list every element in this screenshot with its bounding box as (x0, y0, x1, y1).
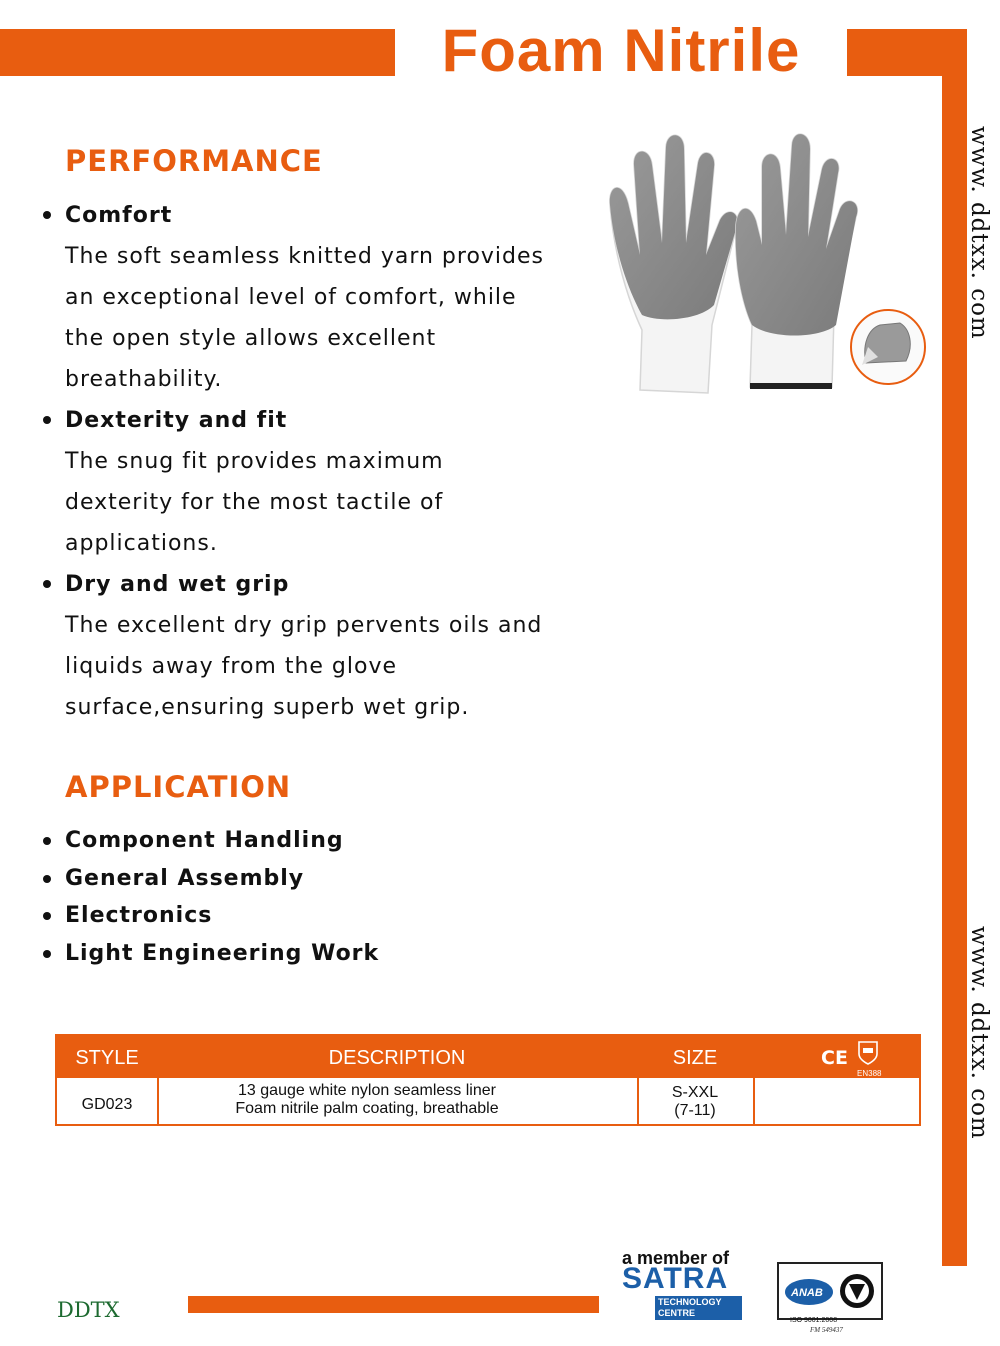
column-header-description: DESCRIPTION (328, 1047, 466, 1069)
application-item (40, 897, 379, 935)
satra-logo-text: SATRA (622, 1262, 729, 1295)
bullet-icon (43, 211, 51, 219)
performance-item-dexterity (40, 400, 560, 564)
satra-sub-line: CENTRE (658, 1308, 696, 1318)
satra-logo-subtext (658, 1297, 722, 1319)
cell-description (157, 1080, 577, 1126)
header-bar-right (847, 29, 967, 76)
performance-item-title: Dry and wet grip (65, 572, 290, 597)
column-header-certification (753, 1036, 919, 1078)
performance-item-line: liquids away from the glove (65, 654, 398, 679)
bullet-icon (43, 950, 51, 958)
glove-detail-inset-icon (851, 310, 925, 384)
bullet-icon (43, 912, 51, 920)
bullet-icon (43, 580, 51, 588)
satra-sub-line: TECHNOLOGY (658, 1297, 722, 1307)
application-item-label: Component Handling (65, 828, 344, 853)
performance-item-title: Comfort (65, 203, 173, 228)
performance-item-line: The snug fit provides maximum (65, 449, 444, 474)
cell-size-line: S-XXL (671, 1084, 719, 1101)
page-title: Foam Nitrile (441, 17, 801, 84)
application-list (40, 822, 379, 972)
bullet-icon (43, 416, 51, 424)
performance-item-line: The excellent dry grip pervents oils and (65, 613, 543, 638)
performance-item-title: Dexterity and fit (65, 408, 288, 433)
performance-list (40, 195, 560, 728)
column-header-style: STYLE (75, 1047, 139, 1069)
header-bar-left (0, 29, 395, 76)
certification-logo (777, 1262, 883, 1320)
performance-heading: PERFORMANCE (65, 144, 323, 178)
performance-item-line: applications. (65, 531, 218, 556)
cert-mark-label: EN388 (857, 1069, 882, 1078)
performance-item-grip (40, 564, 560, 728)
application-item (40, 860, 379, 898)
side-url-bottom: www. ddtxx. com (966, 926, 992, 1140)
performance-item-line: dexterity for the most tactile of (65, 490, 444, 515)
cell-size-line: (7-11) (674, 1102, 716, 1119)
bullet-icon (43, 875, 51, 883)
cert-fm-text: FM 549437 (810, 1326, 843, 1334)
anab-bsi-icon (779, 1264, 881, 1318)
side-url-top: www. ddtxx. com (966, 126, 992, 340)
performance-item-line: an exceptional level of comfort, while (65, 285, 517, 310)
column-divider (753, 1036, 755, 1124)
svg-text:CE: CE (821, 1047, 848, 1069)
performance-item-line: breathability. (65, 367, 223, 392)
application-item-label: Electronics (65, 903, 213, 928)
brand-mark: DDTX (57, 1298, 120, 1322)
cell-style: GD023 (81, 1096, 133, 1113)
application-item-label: General Assembly (65, 865, 305, 891)
right-vertical-bar (942, 76, 967, 1266)
ce-en388-icon (781, 1036, 891, 1078)
left-glove-icon (610, 135, 738, 393)
performance-item-comfort (40, 195, 560, 400)
application-item (40, 822, 379, 860)
performance-item-line: the open style allows excellent (65, 326, 437, 351)
cell-description-line: 13 gauge white nylon seamless liner (238, 1082, 496, 1099)
spec-table (55, 1034, 921, 1126)
cell-size (637, 1080, 753, 1128)
right-glove-icon (736, 134, 858, 389)
application-item-label: Light Engineering Work (65, 940, 380, 966)
satra-member-text: a member of (622, 1248, 730, 1268)
performance-item-line: The soft seamless knitted yarn provides (65, 244, 544, 269)
bullet-icon (43, 837, 51, 845)
svg-text:ANAB: ANAB (791, 1287, 823, 1299)
glove-product-image (600, 125, 935, 420)
cert-iso-text: ISO 9001:2008 (790, 1317, 838, 1324)
performance-item-line: surface,ensuring superb wet grip. (65, 695, 470, 720)
column-header-size: SIZE (672, 1047, 718, 1069)
cell-description-line: Foam nitrile palm coating, breathable (235, 1100, 499, 1117)
footer-bar (188, 1296, 599, 1313)
application-item (40, 935, 379, 973)
application-heading: APPLICATION (65, 770, 292, 804)
